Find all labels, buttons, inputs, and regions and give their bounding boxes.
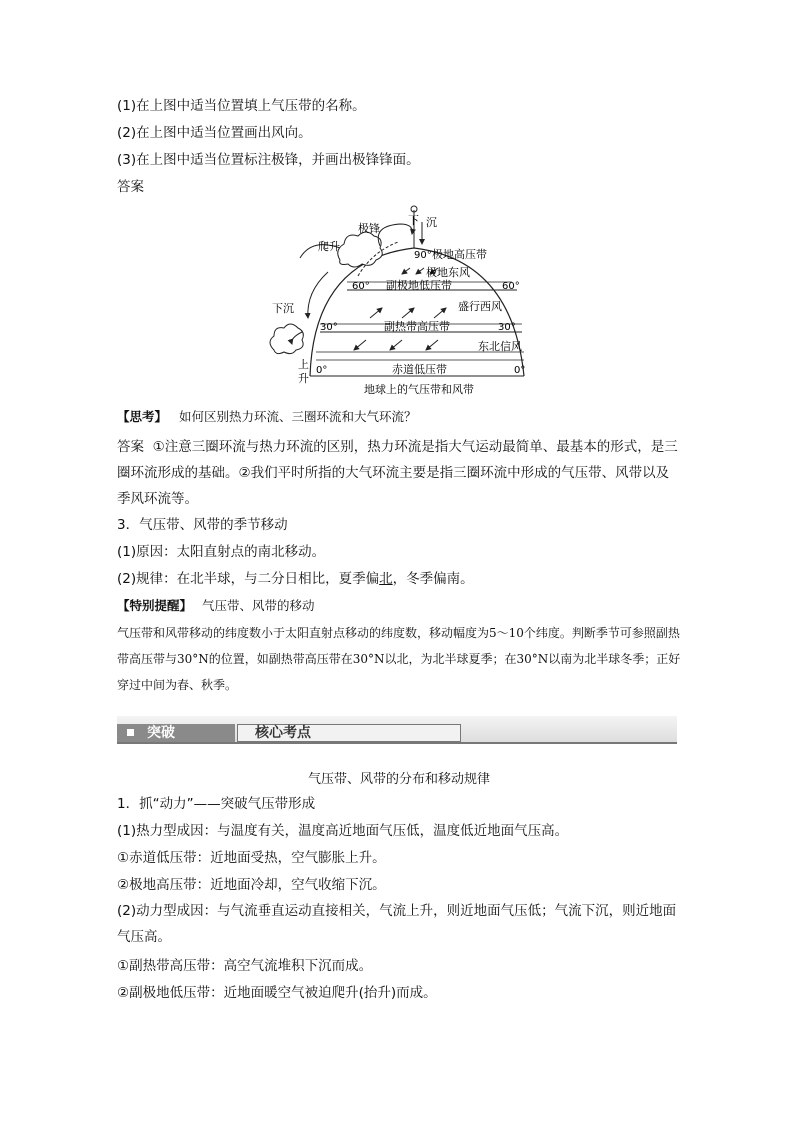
label-deg-30-left: 30° [320,322,338,333]
label-polar-easterlies: 极地东风 [426,266,470,279]
label-subtropical-high: 副热带高压带 [384,320,450,333]
section3-title: 3．气压带、风带的季节移动 [117,517,288,533]
tip-text: 气压带和风带移动的纬度数小于太阳直射点移动的纬度数，移动幅度为5～10个纬度。判断季节可参照副热带高压带与30°N的位置，如副热带高压带在30°N以北，为北半球夏季；在30°N以南为北半球冬季；正好穿过中间为春、秋季。 [117,626,681,692]
rule-prefix: (2)规律：在北半球，与二分日相比，夏季偏 [117,571,380,587]
label-rise-2: 升 [298,372,309,385]
section-banner [117,716,677,746]
label-descend-left: 下沉 [272,302,294,315]
label-deg-0-right: 0° [514,365,526,376]
label-climb: 爬升 [318,240,340,253]
question-1: (1)在上图中适当位置填上气压带的名称。 [117,98,366,114]
thinking-answer [117,434,681,512]
tip-title: 气压带、风带的移动 [202,598,315,613]
answer-label: 答案 [117,179,144,195]
section3-rule [117,570,474,588]
thinking-row [117,408,417,426]
label-ne-trade: 东北信风 [478,340,522,353]
banner-right-label: 核心考点 [255,725,311,741]
core-h1: 1．抓“动力”——突破气压带形成 [117,796,316,812]
label-descend-top-1: 下 [408,214,419,227]
diagram-caption: 地球上的气压带和风带 [364,383,474,396]
label-deg-30-right: 30° [498,322,516,333]
label-westerlies: 盛行西风 [458,300,502,313]
label-subpolar-low: 副极地低压带 [386,279,452,292]
banner-left-label: 突破 [147,725,175,741]
cloud-equator [270,324,303,354]
tip-label: 【特别提醒】 [117,598,193,613]
label-rise-1: 上 [298,358,309,371]
label-polar-front: 极锋 [358,222,380,235]
core-thermal-1: ①赤道低压带：近地面受热，空气膨胀上升。 [117,850,386,866]
section3-cause: (1)原因：太阳直射点的南北移动。 [117,544,326,560]
label-deg-60-right: 60° [502,281,520,292]
question-2: (2)在上图中适当位置画出风向。 [117,125,312,141]
core-dynamic-2: ②副极地低压带：近地面暖空气被迫爬升(抬升)而成。 [117,985,437,1001]
rule-north: 北 [379,571,393,587]
label-equatorial-low: 赤道低压带 [392,363,447,376]
rule-suffix: ，冬季偏南。 [392,571,474,587]
label-descend-top-2: 沉 [426,216,437,229]
thinking-answer-text: ①注意三圈环流与热力环流的区别，热力环流是指大气运动最简单、最基本的形式，是三圈环流形成的基础。②我们平时所指的大气环流主要是指三圈环流中形成的气压带、风带以及季风环流等。 [117,439,678,507]
core-thermal-2: ②极地高压带：近地面冷却，空气收缩下沉。 [117,877,386,893]
thinking-label: 【思考】 [117,409,168,424]
pressure-belt-diagram [262,200,532,400]
banner-square-icon [127,729,134,736]
core-title: 气压带、风带的分布和移动规律 [307,772,490,787]
label-deg-0-left: 0° [316,365,328,376]
tip-header [117,597,315,615]
core-dynamic: (2)动力型成因：与气流垂直运动直接相关，气流上升，则近地面气压低；气流下沉，则近地面气压高。 [117,903,677,945]
label-deg-90: 90° [414,250,432,261]
label-deg-60-left: 60° [352,281,370,292]
cloud-polar-front [338,232,383,267]
question-3: (3)在上图中适当位置标注极锋，并画出极锋锋面。 [117,152,420,168]
label-polar-high: 极地高压带 [432,248,487,261]
core-thermal: (1)热力型成因：与温度有关，温度高近地面气压低，温度低近地面气压高。 [117,823,569,839]
thinking-question: 如何区别热力环流、三圈环流和大气环流？ [179,409,417,424]
thinking-answer-label: 答案 [117,439,144,455]
core-dynamic-1: ①副热带高压带：高空气流堆积下沉而成。 [117,958,373,974]
